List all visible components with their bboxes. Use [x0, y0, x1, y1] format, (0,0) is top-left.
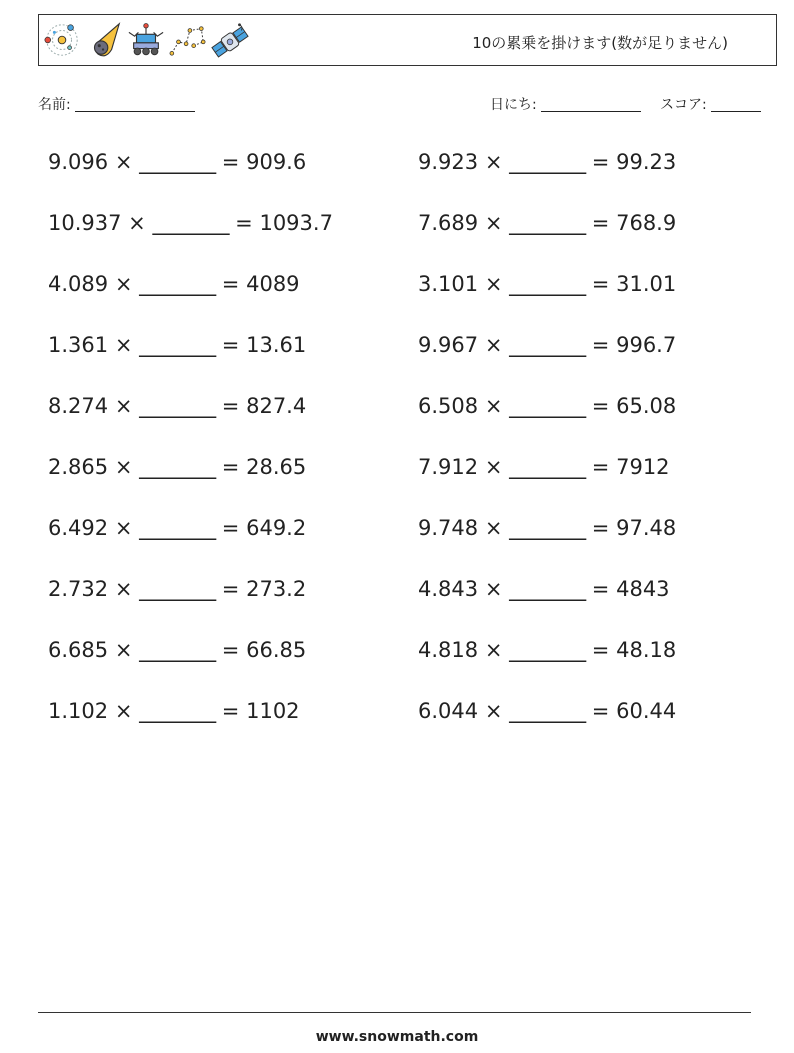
- answer-blank[interactable]: ________: [139, 516, 216, 540]
- answer-blank[interactable]: ________: [509, 638, 586, 662]
- product: 1093.7: [259, 211, 333, 235]
- answer-blank[interactable]: ________: [509, 455, 586, 479]
- answer-blank[interactable]: ________: [509, 211, 586, 235]
- problem-row: [418, 394, 676, 418]
- name-blank[interactable]: [75, 97, 195, 112]
- problem-row: [418, 455, 670, 479]
- comet-icon: [85, 20, 123, 60]
- times-sign: ×: [128, 211, 146, 235]
- product: 909.6: [246, 150, 307, 174]
- score-label: スコア:: [660, 97, 707, 113]
- answer-blank[interactable]: ________: [509, 333, 586, 357]
- multiplicand: 2.865: [48, 455, 109, 479]
- multiplicand: 10.937: [48, 211, 122, 235]
- times-sign: ×: [484, 699, 503, 723]
- multiplicand: 4.818: [418, 638, 479, 662]
- name-field: [38, 94, 195, 114]
- equals-sign: =: [591, 333, 610, 357]
- rover-icon: [127, 20, 165, 60]
- multiplicand: 7.689: [418, 211, 479, 235]
- name-label: 名前:: [38, 97, 71, 113]
- equals-sign: =: [221, 455, 240, 479]
- product: 13.61: [246, 333, 307, 357]
- product: 649.2: [246, 516, 307, 540]
- problem-row: [418, 516, 676, 540]
- problem-row: [48, 272, 300, 296]
- multiplicand: 8.274: [48, 394, 109, 418]
- solar-system-icon: [43, 20, 81, 60]
- product: 97.48: [616, 516, 677, 540]
- times-sign: ×: [484, 150, 503, 174]
- multiplicand: 3.101: [418, 272, 479, 296]
- equals-sign: =: [221, 150, 240, 174]
- equals-sign: =: [221, 577, 240, 601]
- problem-row: [48, 211, 333, 235]
- multiplicand: 1.361: [48, 333, 109, 357]
- equals-sign: =: [591, 699, 610, 723]
- answer-blank[interactable]: ________: [509, 394, 586, 418]
- problem-row: [418, 577, 670, 601]
- problem-row: [48, 150, 306, 174]
- answer-blank[interactable]: ________: [509, 150, 586, 174]
- multiplicand: 9.096: [48, 150, 109, 174]
- footer-divider: [38, 1012, 751, 1013]
- answer-blank[interactable]: ________: [139, 455, 216, 479]
- multiplicand: 4.089: [48, 272, 109, 296]
- header-icons: [43, 20, 249, 62]
- times-sign: ×: [114, 699, 133, 723]
- times-sign: ×: [114, 150, 133, 174]
- problem-row: [418, 699, 676, 723]
- worksheet-title: 10の累乗を掛けます(数が足りません): [472, 34, 728, 52]
- times-sign: ×: [484, 394, 503, 418]
- multiplicand: 2.732: [48, 577, 109, 601]
- times-sign: ×: [114, 638, 133, 662]
- equals-sign: =: [221, 333, 240, 357]
- product: 66.85: [246, 638, 307, 662]
- times-sign: ×: [484, 638, 503, 662]
- date-field: [490, 94, 641, 114]
- product: 273.2: [246, 577, 307, 601]
- equals-sign: =: [591, 272, 610, 296]
- product: 65.08: [616, 394, 677, 418]
- equals-sign: =: [221, 516, 240, 540]
- product: 1102: [246, 699, 300, 723]
- times-sign: ×: [484, 577, 503, 601]
- answer-blank[interactable]: ________: [509, 577, 586, 601]
- answer-blank[interactable]: ________: [509, 272, 586, 296]
- product: 48.18: [616, 638, 677, 662]
- multiplicand: 9.967: [418, 333, 479, 357]
- multiplicand: 6.044: [418, 699, 479, 723]
- answer-blank[interactable]: ________: [509, 699, 586, 723]
- product: 7912: [616, 455, 670, 479]
- problem-row: [48, 638, 306, 662]
- answer-blank[interactable]: ________: [139, 394, 216, 418]
- problem-row: [48, 333, 306, 357]
- multiplicand: 6.685: [48, 638, 109, 662]
- equals-sign: =: [221, 699, 240, 723]
- satellite-icon: [211, 20, 249, 60]
- times-sign: ×: [484, 211, 503, 235]
- problem-row: [418, 211, 676, 235]
- product: 827.4: [246, 394, 307, 418]
- problem-row: [418, 333, 676, 357]
- product: 28.65: [246, 455, 307, 479]
- footer-url: www.snowmath.com: [315, 1029, 479, 1045]
- times-sign: ×: [114, 455, 133, 479]
- score-field: [660, 94, 761, 114]
- multiplicand: 9.923: [418, 150, 479, 174]
- equals-sign: =: [221, 638, 240, 662]
- times-sign: ×: [484, 272, 503, 296]
- answer-blank[interactable]: ________: [139, 699, 216, 723]
- product: 4843: [616, 577, 670, 601]
- times-sign: ×: [114, 272, 133, 296]
- multiplicand: 7.912: [418, 455, 479, 479]
- constellation-icon: [169, 20, 207, 60]
- problem-row: [48, 516, 306, 540]
- equals-sign: =: [235, 211, 253, 235]
- product: 60.44: [616, 699, 677, 723]
- equals-sign: =: [591, 211, 610, 235]
- times-sign: ×: [114, 394, 133, 418]
- answer-blank[interactable]: ________: [509, 516, 586, 540]
- multiplicand: 1.102: [48, 699, 109, 723]
- equals-sign: =: [591, 394, 610, 418]
- problem-row: [48, 577, 306, 601]
- answer-blank[interactable]: ________: [139, 333, 216, 357]
- equals-sign: =: [591, 638, 610, 662]
- equals-sign: =: [591, 577, 610, 601]
- product: 768.9: [616, 211, 677, 235]
- problem-row: [48, 455, 306, 479]
- problem-row: [48, 699, 300, 723]
- equals-sign: =: [221, 272, 240, 296]
- times-sign: ×: [484, 455, 503, 479]
- times-sign: ×: [484, 333, 503, 357]
- problem-row: [418, 638, 676, 662]
- times-sign: ×: [484, 516, 503, 540]
- product: 99.23: [616, 150, 677, 174]
- times-sign: ×: [114, 516, 133, 540]
- problem-row: [48, 394, 306, 418]
- answer-blank[interactable]: ________: [152, 211, 229, 235]
- date-blank[interactable]: [541, 97, 641, 112]
- answer-blank[interactable]: ________: [139, 150, 216, 174]
- score-blank[interactable]: [711, 97, 761, 112]
- equals-sign: =: [591, 150, 610, 174]
- answer-blank[interactable]: ________: [139, 272, 216, 296]
- multiplicand: 9.748: [418, 516, 479, 540]
- multiplicand: 4.843: [418, 577, 479, 601]
- worksheet-header: [38, 14, 777, 66]
- equals-sign: =: [591, 516, 610, 540]
- equals-sign: =: [591, 455, 610, 479]
- date-label: 日にち:: [490, 97, 537, 113]
- answer-blank[interactable]: ________: [139, 577, 216, 601]
- multiplicand: 6.508: [418, 394, 479, 418]
- times-sign: ×: [114, 333, 133, 357]
- problem-row: [418, 150, 676, 174]
- equals-sign: =: [221, 394, 240, 418]
- answer-blank[interactable]: ________: [139, 638, 216, 662]
- product: 996.7: [616, 333, 677, 357]
- product: 31.01: [616, 272, 677, 296]
- problem-row: [418, 272, 676, 296]
- product: 4089: [246, 272, 300, 296]
- multiplicand: 6.492: [48, 516, 109, 540]
- times-sign: ×: [114, 577, 133, 601]
